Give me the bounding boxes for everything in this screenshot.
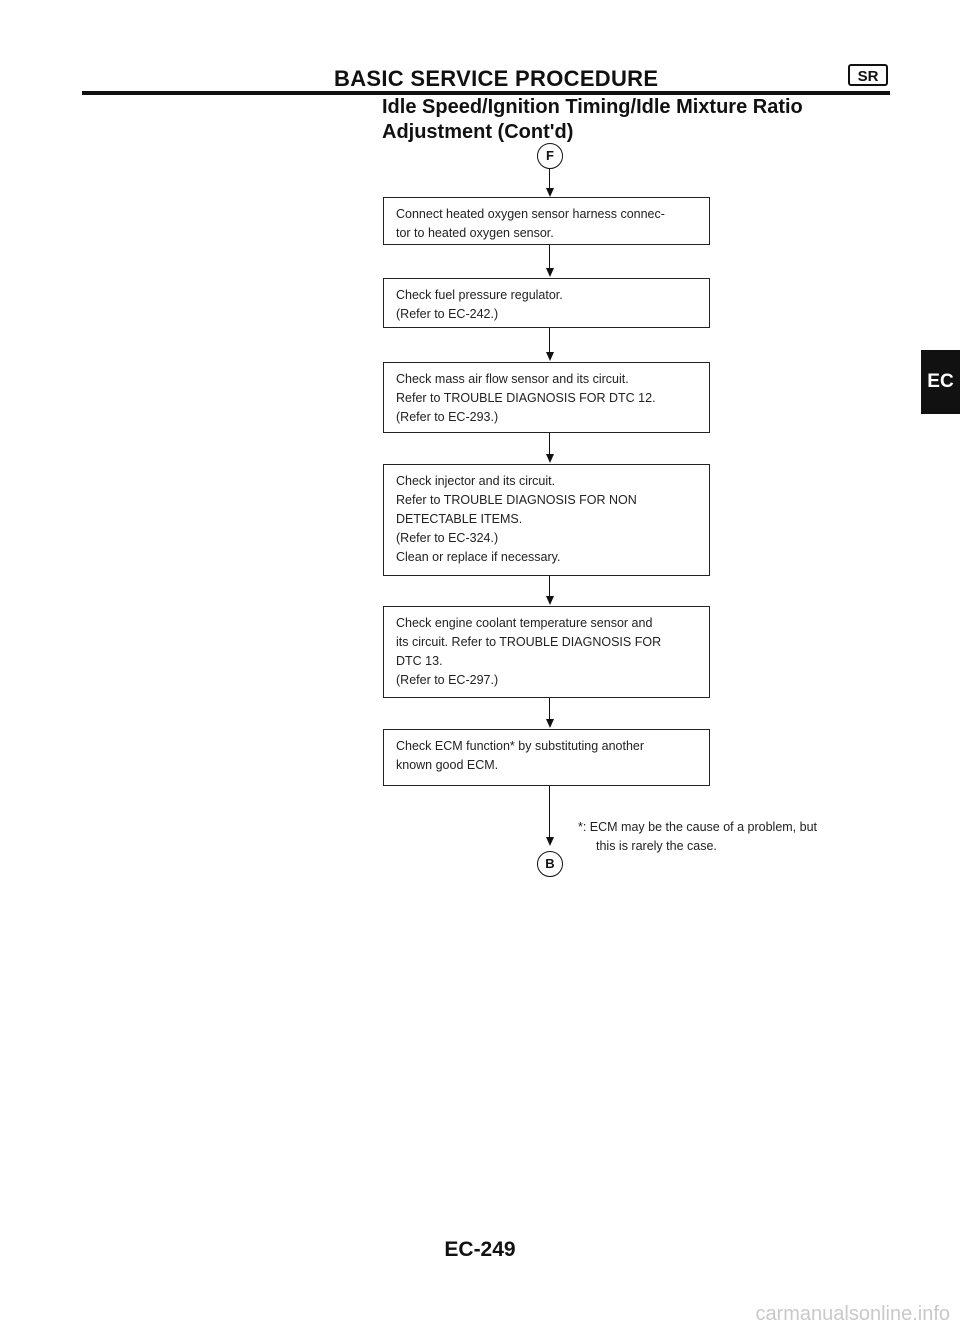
header-rule — [82, 91, 890, 95]
flow-line — [549, 433, 550, 455]
step-6-line-2: known good ECM. — [396, 758, 499, 772]
end-connector: B — [537, 851, 563, 877]
flow-line — [549, 328, 550, 353]
step-1-line-2: tor to heated oxygen sensor. — [396, 226, 554, 240]
step-5-line-3: DTC 13. — [396, 654, 443, 668]
arrow-down-icon — [546, 454, 554, 463]
step-5-line-1: Check engine coolant temperature sensor and — [396, 616, 653, 630]
step-box-2 — [383, 278, 710, 328]
step-box-1 — [383, 197, 710, 245]
step-3-line-3: (Refer to EC-293.) — [396, 410, 499, 424]
arrow-down-icon — [546, 596, 554, 605]
flow-line — [549, 576, 550, 597]
arrow-down-icon — [546, 837, 554, 846]
step-box-4 — [383, 464, 710, 576]
arrow-down-icon — [546, 719, 554, 728]
footnote — [578, 818, 817, 856]
step-box-5 — [383, 606, 710, 698]
arrow-down-icon — [546, 188, 554, 197]
page-number: EC-249 — [444, 1238, 516, 1261]
flow-line — [549, 245, 550, 269]
step-2-line-2: (Refer to EC-242.) — [396, 307, 499, 321]
step-5-line-2: its circuit. Refer to TROUBLE DIAGNOSIS FOR — [396, 635, 662, 649]
page-subtitle-line-1: Idle Speed/Ignition Timing/Idle Mixture Ratio — [382, 96, 803, 118]
arrow-down-icon — [546, 352, 554, 361]
flow-line — [549, 698, 550, 720]
step-3-line-1: Check mass air flow sensor and its circuit. — [396, 372, 629, 386]
section-title: BASIC SERVICE PROCEDURE — [334, 66, 659, 91]
step-box-3 — [383, 362, 710, 433]
watermark: carmanualsonline.info — [755, 1303, 950, 1325]
step-5-line-4: (Refer to EC-297.) — [396, 673, 499, 687]
step-4-line-1: Check injector and its circuit. — [396, 474, 556, 488]
start-connector: F — [537, 143, 563, 169]
page-subtitle-line-2: Adjustment (Cont'd) — [382, 121, 574, 143]
arrow-down-icon — [546, 268, 554, 277]
step-4-line-4: (Refer to EC-324.) — [396, 531, 499, 545]
footnote-line-2: this is rarely the case. — [596, 839, 717, 853]
step-2-line-1: Check fuel pressure regulator. — [396, 288, 563, 302]
step-box-6 — [383, 729, 710, 786]
flow-line — [549, 169, 550, 189]
step-4-line-2: Refer to TROUBLE DIAGNOSIS FOR NON — [396, 493, 637, 507]
section-badge: SR — [848, 64, 888, 86]
footnote-line-1: *: ECM may be the cause of a problem, but — [578, 820, 818, 834]
step-1-line-1: Connect heated oxygen sensor harness connec- — [396, 207, 665, 221]
flow-line — [549, 786, 550, 838]
step-4-line-3: DETECTABLE ITEMS. — [396, 512, 523, 526]
section-side-tab: EC — [921, 350, 960, 414]
step-4-line-5: Clean or replace if necessary. — [396, 550, 561, 564]
step-3-line-2: Refer to TROUBLE DIAGNOSIS FOR DTC 12. — [396, 391, 656, 405]
step-6-line-1: Check ECM function* by substituting another — [396, 739, 645, 753]
